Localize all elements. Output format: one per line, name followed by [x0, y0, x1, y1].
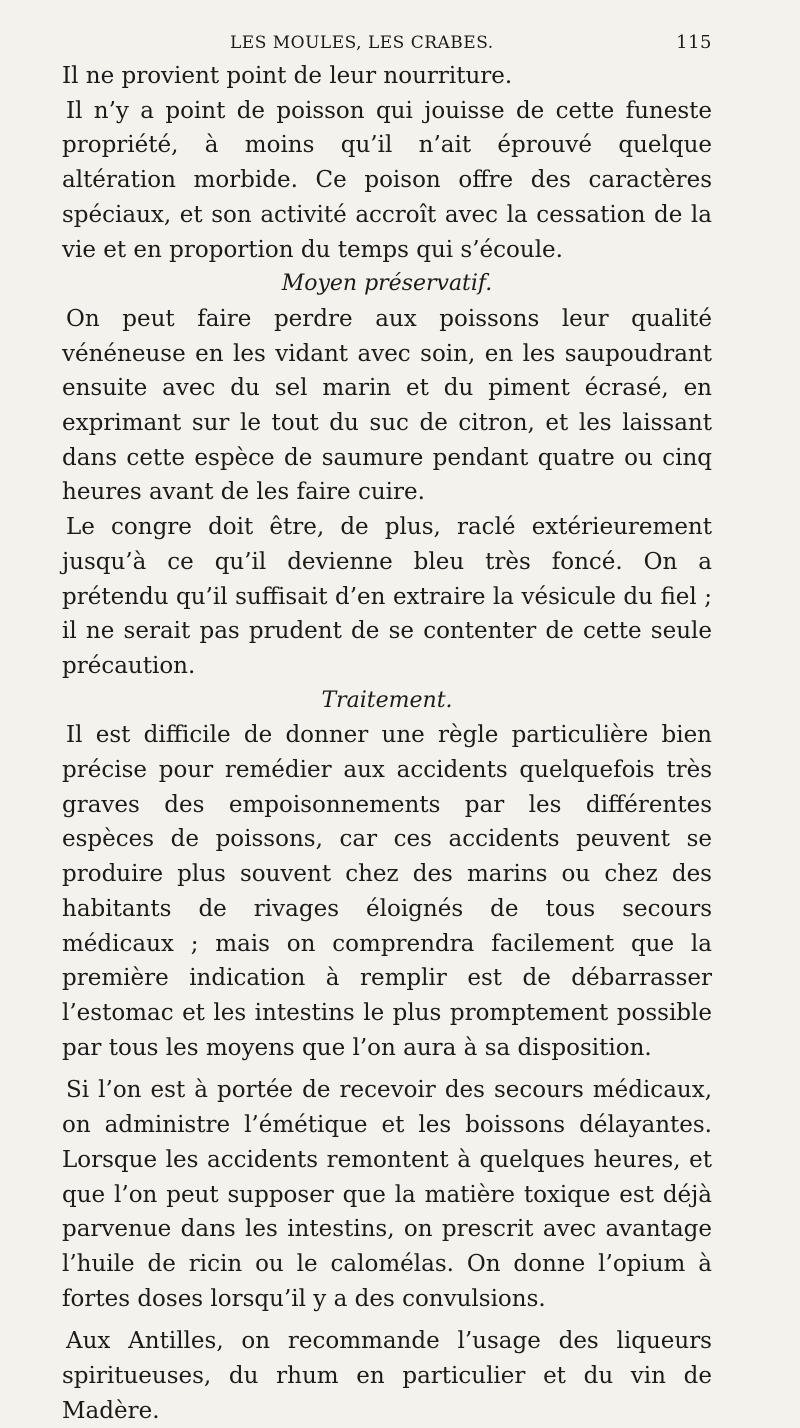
paragraph-5: Il est difficile de donner une règle particulière bien précise pour remédier aux accidents quelquefois très graves des empoisonnements par les différentes espèces de poissons, car ces accidents peuvent se produire plus souvent chez des marins ou chez des habitants de rivages éloignés de tous secours médicaux ; mais on comprendra facilement que la première indication à remplir est de débarrasser l’estomac et les intestins le plus promptement possible par tous les moyens que l’on aura à sa disposition.	[62, 722, 712, 1061]
paragraph-7: Aux Antilles, on recommande l’usage des liqueurs spiritueuses, du rhum en particulier et du vin de Madère.	[62, 1328, 712, 1424]
running-title: LES MOULES, LES CRABES.	[230, 33, 494, 53]
paragraph-1: Il ne provient point de leur nourriture.	[62, 63, 513, 89]
page-number: 115	[676, 32, 712, 53]
page-body	[62, 59, 712, 1428]
paragraph-3: On peut faire perdre aux poissons leur qualité vénéneuse en les vidant avec soin, en les saupoudrant ensuite avec du sel marin et du piment écrasé, en exprimant sur le tout du suc de citron, et les laissant dans cette espèce de saumure pendant quatre ou cinq heures avant de les faire cuire.	[62, 305, 712, 506]
paragraph-4: Le congre doit être, de plus, raclé extérieurement jusqu’à ce qu’il devienne bleu très foncé. On a prétendu qu’il suffisait d’en extraire la vésicule du fiel ; il ne serait pas prudent de se contenter de cette seule précaution.	[62, 514, 712, 679]
paragraph-6: Si l’on est à portée de recevoir des secours médicaux, on administre l’émétique et les boissons délayantes. Lorsque les accidents remontent à quelques heures, et que l’on peut supposer que la matière toxique est déjà parvenue dans les intestins, on prescrit avec avantage l’huile de ricin ou le calomélas. On donne l’opium à fortes doses lorsqu’il y a des convulsions.	[62, 1077, 712, 1312]
section-heading-moyen-preservatif: Moyen préservatif.	[281, 271, 493, 297]
paragraph-2: Il n’y a point de poisson qui jouisse de cette funeste propriété, à moins qu’il n’ait éprouvé quelque altération morbide. Ce poison offre des caractères spéciaux, et son activité accroît avec la cessation de la vie et en proportion du temps qui s’écoule.	[62, 97, 712, 263]
section-heading-traitement: Traitement.	[321, 687, 453, 713]
running-header	[62, 32, 712, 53]
